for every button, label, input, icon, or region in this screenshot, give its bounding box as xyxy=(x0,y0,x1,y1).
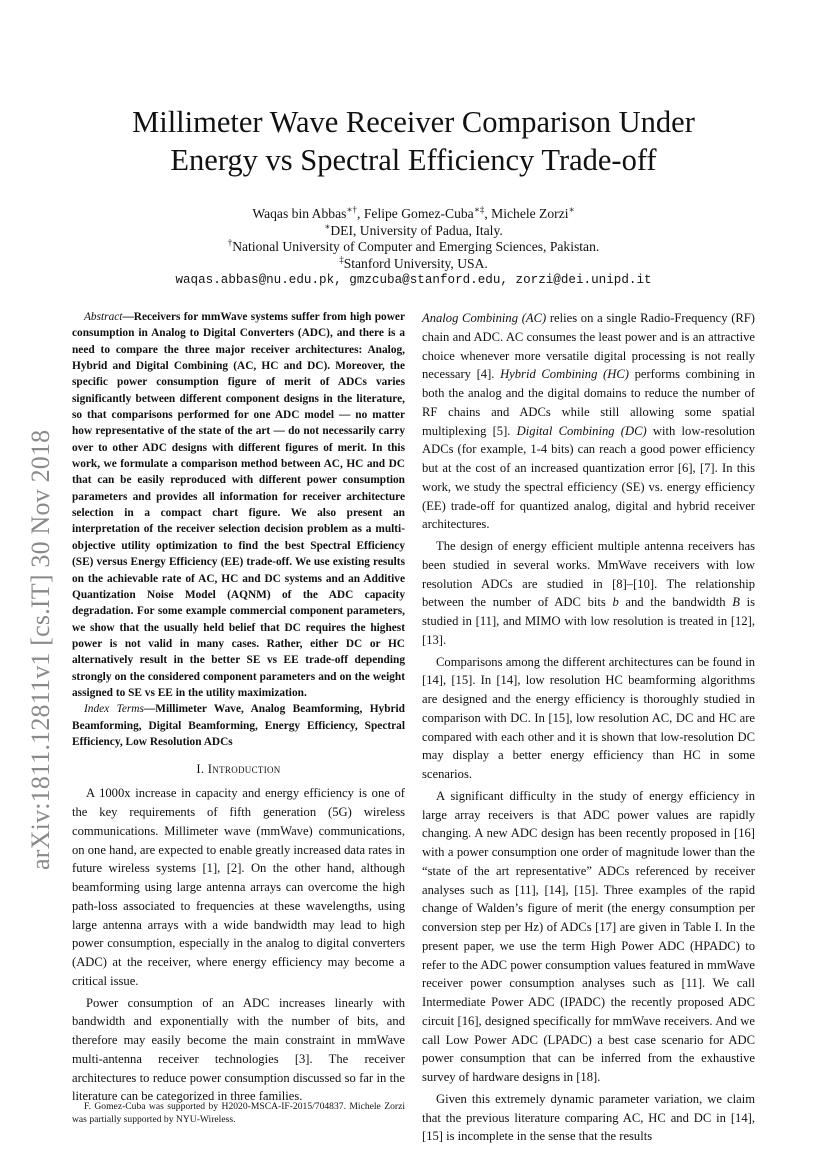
paragraph-text: Given this extremely dynamic parameter variation, we claim that the previous literature comparing AC, HC and DC in [14], [15] is incomplete in the sense that the results xyxy=(422,1091,755,1144)
affiliation-mark: ∗ xyxy=(324,221,331,232)
author-name: Waqas bin Abbas xyxy=(252,206,347,221)
body-paragraph xyxy=(72,784,405,990)
author-name: Felipe Gomez-Cuba xyxy=(363,206,474,221)
affiliation-text: DEI, University of Padua, Italy. xyxy=(330,222,503,238)
index-terms-text: —Millimeter Wave, Analog Beamforming, Hybrid Beamforming, Digital Beamforming, Energy Efficiency, Spectral Efficiency, Low Resolution ADCs xyxy=(72,703,405,748)
body-paragraph xyxy=(422,787,755,1087)
body-paragraph xyxy=(422,309,755,534)
emphasized-text: b xyxy=(612,595,619,610)
author-marks: ∗‡ xyxy=(473,204,485,215)
paragraph-text: with low-resolution ADCs (for example, 1-4 bits) can reach a good power efficiency but at the cost of an increased quantization error [6], [7]. In this work, we study the spectral efficiency (SE) vs. energy efficiency (EE) trade-off for quantized analog, digital and hybrid receiver architectures. xyxy=(422,423,755,532)
abstract-label: Abstract xyxy=(84,311,123,323)
footnote: F. Gomez-Cuba was supported by H2020-MSCA-IF-2015/704837. Michele Zorzi was partially supported by NYU-Wireless. xyxy=(72,1101,405,1125)
title-line: Energy vs Spectral Efficiency Trade-off xyxy=(170,143,657,177)
affiliation-text: Stanford University, USA. xyxy=(343,255,488,271)
paragraph-text: and the bandwidth xyxy=(618,595,733,610)
left-column xyxy=(72,309,405,1109)
author-block xyxy=(60,206,767,289)
emphasized-text: Analog Combining (AC) xyxy=(422,311,547,325)
body-paragraph xyxy=(72,994,405,1107)
abstract xyxy=(72,309,405,701)
right-column xyxy=(422,309,755,1149)
paragraph-text: The design of energy efficient multiple antenna receivers has been studied in several works. MmWave receivers with low resolution ADCs are studied in [8]–[10]. The relationship between the number of ADC bits xyxy=(422,539,755,610)
affiliation-mark: ‡ xyxy=(339,254,344,265)
emphasized-text: B xyxy=(732,595,740,610)
title-line: Millimeter Wave Receiver Comparison Under xyxy=(132,105,695,139)
body-paragraph xyxy=(422,537,755,650)
affiliation xyxy=(60,256,767,273)
author-name: Michele Zorzi xyxy=(491,206,569,221)
paragraph-text: is studied in [11], and MIMO with low resolution is treated in [12], [13]. xyxy=(422,595,755,647)
paragraph-text: A significant difficulty in the study of energy efficiency in large array receivers is that ADC power values are rapidly changing. A new ADC design has been recently proposed in [16] with a power consumption one order of magnitude lower than the “state of the art representative” ADCs referenced by receiver analyses such as [11], [14], [15]. Three examples of the rapid change of Walden’s figure of merit (the energy consumption per conversion step per Hz) of ADCs [17] are given in Table I. In the present paper, we use the term High Power ADC (HPADC) to refer to the ADC power consumption values featured in mmWave receiver power consumption analyses such as [11]. We call Intermediate Power ADC (IPADC) the recently proposed ADC circuit [16], designed specifically for mmWave receivers. And we call Low Power ADC (LPADC) a best case scenario for ADC power consumption that can be inferred from the exhaustive survey of hardware designs in [18]. xyxy=(422,788,755,1084)
right-paragraphs xyxy=(422,309,755,1146)
left-paragraphs xyxy=(72,784,405,1106)
index-terms-label: Index Terms xyxy=(84,703,144,716)
index-terms xyxy=(72,701,405,750)
paragraph-text: Power consumption of an ADC increases linearly with bandwidth and exponentially with the number of bits, and therefore may easily become the main constraint in mmWave multi-antenna receiver technologies [3]. The receiver architectures to reduce power consumption discussed so far in the literature can be categorized in three families. xyxy=(72,995,405,1104)
body-paragraph xyxy=(422,1090,755,1146)
affiliation-mark: † xyxy=(227,237,233,248)
affiliation xyxy=(60,239,767,256)
author-emails: waqas.abbas@nu.edu.pk, gmzcuba@stanford.edu, zorzi@dei.unipd.it xyxy=(175,273,652,288)
affiliation xyxy=(60,223,767,240)
emphasized-text: Hybrid Combining (HC) xyxy=(500,367,629,382)
section-heading: I. Introduction xyxy=(196,762,281,777)
paragraph-text: A 1000x increase in capacity and energy efficiency is one of the key requirements of fifth generation (5G) wireless communications. Millimeter wave (mmWave) communications, on one hand, are expected to enable greatly increased data rates in future wireless systems [1], [2]. On the other hand, although beamforming using large antenna arrays can overcome the high path-loss associated to frequencies at these wavelengths, using large antenna arrays with a wide bandwidth may lead to high power consumption, especially in the analog to digital converters (ADC) at the receiver, where energy efficiency may become a critical issue. xyxy=(72,786,405,988)
paragraph-text: relies on a single Radio-Frequency (RF) chain and ADC. AC consumes the least power and is an attractive choice whenever more versatile digital processing is not really necessary [4]. xyxy=(422,311,755,382)
author-names: Waqas bin Abbas∗†, Felipe Gomez-Cuba∗‡, Michele Zorzi∗ xyxy=(252,204,575,221)
paragraph-text: Comparisons among the different architectures can be found in [14], [15]. In [14], low resolution HC beamforming algorithms are designed and the energy efficiency is thoroughly studied in comparison with DC. In [15], low resolution AC, DC and HC are compared with each other and it is shown that low-resolution DC may display a better energy efficiency than HC in some scenarios. xyxy=(422,654,755,781)
author-marks: ∗† xyxy=(346,204,358,215)
paper-title xyxy=(60,103,767,179)
body-paragraph xyxy=(422,653,755,784)
paragraph-text: performs combining in both the analog and the digital domains to reduce the number of RF chains and ADCs while still allowing some spatial multiplexing [5]. xyxy=(422,367,755,438)
emphasized-text: Digital Combining (DC) xyxy=(516,423,647,438)
affiliation-text: National University of Computer and Emerging Sciences, Pakistan. xyxy=(232,239,600,255)
author-marks: ∗ xyxy=(568,204,575,215)
abstract-text: —Receivers for mmWave systems suffer from high power consumption in Analog to Digital Converters (ADC), and there is a need to compare the three major receiver architectures: Analog, Hybrid and Digital Combining (AC, HC and DC). Moreover, the specific power consumption figure of merit of ADCs varies significantly between different component designs in the literature, so that comparisons performed for one ADC model — no matter how representative of the state of the art — do not necessarily carry over to other ADC designs with different figures of merit. In this work, we formulate a comparison method between AC, HC and DC that can be easily reproduced with different power consumption parameters and provides all information for receiver architecture selection in a compact chart figure. We also present an interpretation of the receiver selection decision problem as a multi-objective utility optimization to find the best Spectral Efficiency (SE) versus Energy Efficiency (EE) trade-off. We use existing results on the achievable rate of AC, HC and DC systems and an Additive Quantization Noise Model (AQNM) of the ADC capacity degradation. For some example commercial component parameters, we show that the usually held belief that DC requires the highest power is not valid in many cases. Rather, either DC or HC alternatively result in the better SE vs EE trade-off depending strongly on the considered component parameters and on the weight assigned to SE vs EE in the utility maximization. xyxy=(72,311,405,699)
arxiv-identifier: arXiv:1811.12811v1 [cs.IT] 30 Nov 2018 xyxy=(26,429,55,870)
